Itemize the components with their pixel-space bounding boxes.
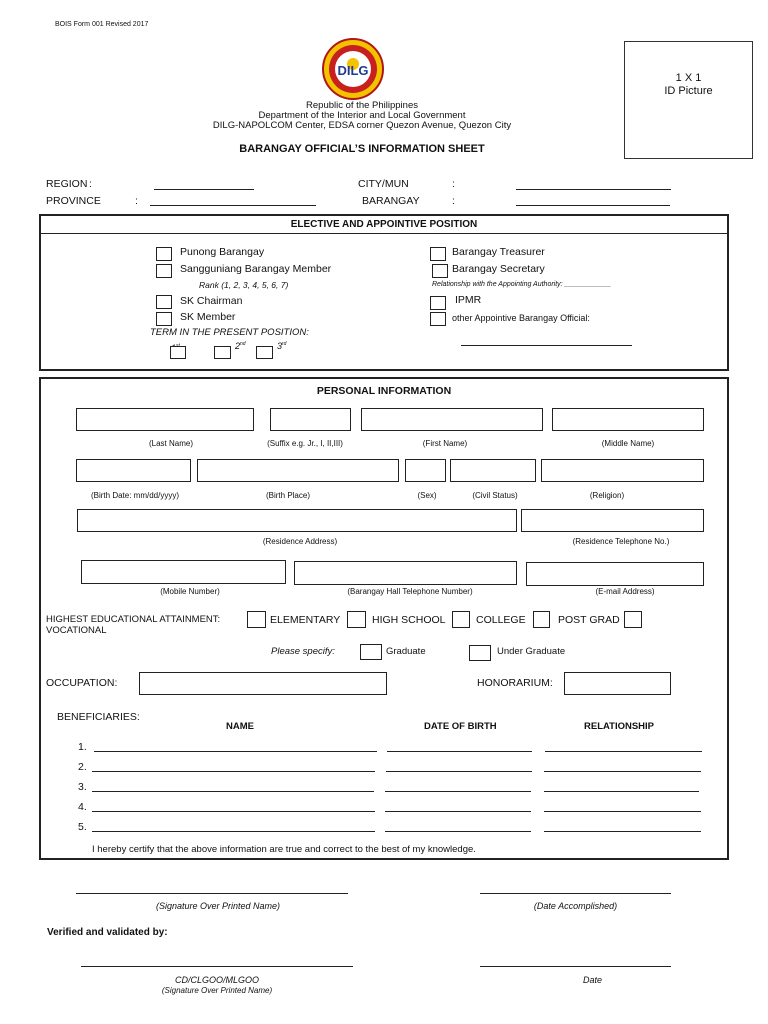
mobile-input[interactable] — [81, 560, 286, 584]
certification-text: I hereby certify that the above information are true and correct to the best of my knowledge. — [92, 844, 476, 855]
beneficiary-row-number: 4. — [78, 801, 87, 813]
occupation-label: OCCUPATION: — [46, 677, 118, 689]
religion-caption: (Religion) — [589, 491, 625, 500]
term-2: 2nd — [235, 341, 246, 351]
high-school-label: HIGH SCHOOL — [372, 614, 446, 626]
email-caption: (E-mail Address) — [595, 587, 655, 596]
other-field[interactable] — [461, 345, 632, 346]
college-label: COLLEGE — [476, 614, 526, 626]
sex-input[interactable] — [405, 459, 446, 482]
please-specify-label: Please specify: — [271, 646, 335, 657]
col-name-header: NAME — [226, 721, 254, 732]
rank-label: Rank (1, 2, 3, 4, 5, 6, 7) — [199, 280, 289, 290]
last-name-input[interactable] — [76, 408, 254, 431]
sk-chairman-checkbox[interactable] — [156, 295, 172, 309]
sangguniang-label: Sangguniang Barangay Member — [180, 263, 332, 275]
suffix-caption: (Suffix e.g. Jr., I, II,III) — [267, 439, 343, 448]
beneficiary-dob-field[interactable] — [387, 751, 532, 752]
hall-tel-caption: (Barangay Hall Telephone Number) — [347, 587, 473, 596]
under-graduate-checkbox[interactable] — [469, 645, 491, 661]
officer-signature-field[interactable] — [81, 966, 353, 967]
position-panel — [39, 214, 729, 371]
birth-date-caption: (Birth Date: mm/dd/yyyy) — [90, 491, 179, 500]
beneficiary-row-number: 2. — [78, 761, 87, 773]
vocational-checkbox[interactable] — [624, 611, 642, 628]
beneficiary-row-number: 3. — [78, 781, 87, 793]
term-3: 3rd — [277, 341, 287, 351]
beneficiary-dob-field[interactable] — [385, 831, 531, 832]
post-grad-label: POST GRAD — [558, 614, 620, 626]
birth-date-input[interactable] — [76, 459, 191, 482]
residence-tel-input[interactable] — [521, 509, 704, 532]
beneficiary-relationship-field[interactable] — [544, 811, 701, 812]
id-picture-label: ID Picture — [664, 85, 713, 97]
first-name-caption: (First Name) — [422, 439, 468, 448]
treasurer-checkbox[interactable] — [430, 247, 446, 261]
date-field[interactable] — [480, 966, 671, 967]
beneficiary-relationship-field[interactable] — [544, 771, 701, 772]
position-heading: ELECTIVE AND APPOINTIVE POSITION — [290, 219, 478, 230]
beneficiaries-label: BENEFICIARIES: — [57, 711, 140, 723]
sk-member-checkbox[interactable] — [156, 312, 172, 326]
beneficiary-name-field[interactable] — [94, 751, 377, 752]
barangay-field[interactable] — [516, 205, 670, 206]
officer-signature-label: (Signature Over Printed Name) — [161, 986, 273, 995]
sk-member-label: SK Member — [180, 311, 236, 323]
beneficiary-name-field[interactable] — [92, 791, 374, 792]
ipmr-checkbox[interactable] — [430, 296, 446, 310]
elementary-label: ELEMENTARY — [270, 614, 341, 626]
barangay-colon: : — [452, 195, 455, 207]
residence-address-caption: (Residence Address) — [262, 537, 338, 546]
header-line-3: DILG-NAPOLCOM Center, EDSA corner Quezon Avenue, Quezon City — [212, 120, 512, 131]
elementary-checkbox[interactable] — [247, 611, 266, 628]
treasurer-label: Barangay Treasurer — [452, 246, 545, 258]
beneficiary-name-field[interactable] — [92, 811, 375, 812]
date-label: Date — [582, 975, 602, 985]
beneficiary-relationship-field[interactable] — [544, 831, 701, 832]
beneficiary-row-number: 1. — [78, 741, 87, 753]
region-field[interactable] — [154, 189, 254, 190]
birth-place-input[interactable] — [197, 459, 399, 482]
region-colon: : — [89, 178, 92, 190]
sex-caption: (Sex) — [417, 491, 437, 500]
barangay-label: BARANGAY — [362, 195, 420, 207]
id-picture-size: 1 X 1 — [675, 72, 702, 84]
province-field[interactable] — [150, 205, 316, 206]
suffix-input[interactable] — [270, 408, 351, 431]
date-accomplished-field[interactable] — [480, 893, 671, 894]
col-rel-header: RELATIONSHIP — [584, 721, 655, 732]
personal-heading: PERSONAL INFORMATION — [316, 385, 452, 397]
honorarium-label: HONORARIUM: — [477, 677, 553, 689]
sk-chairman-label: SK Chairman — [180, 295, 243, 307]
other-label: other Appointive Barangay Official: — [452, 313, 590, 323]
term-1-checkbox[interactable] — [170, 346, 186, 359]
residence-tel-caption: (Residence Telephone No.) — [572, 537, 670, 546]
hall-tel-input[interactable] — [294, 561, 517, 585]
svg-text:DILG: DILG — [337, 63, 369, 78]
residence-address-input[interactable] — [77, 509, 517, 532]
officer-label: CD/CLGOO/MLGOO — [174, 975, 259, 985]
high-school-checkbox[interactable] — [347, 611, 366, 628]
civil-status-input[interactable] — [450, 459, 536, 482]
form-code: BOIS Form 001 Revised 2017 — [55, 21, 149, 28]
occupation-input[interactable] — [139, 672, 387, 695]
sangguniang-checkbox[interactable] — [156, 264, 172, 278]
relationship-label: Relationship with the Appointing Authority: ____________ — [432, 281, 612, 288]
post-grad-checkbox[interactable] — [533, 611, 550, 628]
honorarium-input[interactable] — [564, 672, 671, 695]
term-label: TERM IN THE PRESENT POSITION: — [150, 327, 309, 338]
col-dob-header: DATE OF BIRTH — [424, 721, 497, 732]
email-input[interactable] — [526, 562, 704, 586]
beneficiary-dob-field[interactable] — [385, 791, 531, 792]
graduate-label: Graduate — [386, 646, 426, 657]
middle-name-input[interactable] — [552, 408, 704, 431]
term-3-checkbox[interactable] — [256, 346, 273, 359]
header-line-1: Republic of the Philippines — [306, 100, 418, 111]
under-graduate-label: Under Graduate — [497, 646, 566, 657]
birth-place-caption: (Birth Place) — [265, 491, 310, 500]
ipmr-label: IPMR — [455, 294, 482, 306]
header-line-2: Department of the Interior and Local Government — [258, 110, 466, 121]
date-accomplished-label: (Date Accomplished) — [533, 901, 618, 911]
graduate-checkbox[interactable] — [360, 644, 382, 660]
beneficiary-dob-field[interactable] — [386, 771, 532, 772]
first-name-input[interactable] — [361, 408, 543, 431]
vocational-label: VOCATIONAL — [46, 625, 107, 636]
city-field[interactable] — [516, 189, 671, 190]
province-label: PROVINCE — [46, 195, 101, 207]
signature-label: (Signature Over Printed Name) — [155, 901, 281, 911]
mobile-caption: (Mobile Number) — [160, 587, 220, 596]
college-checkbox[interactable] — [452, 611, 470, 628]
city-colon: : — [452, 178, 455, 190]
city-label: CITY/MUN — [358, 178, 409, 190]
beneficiary-name-field[interactable] — [92, 831, 375, 832]
last-name-caption: (Last Name) — [148, 439, 193, 448]
beneficiary-relationship-field[interactable] — [544, 791, 699, 792]
middle-name-caption: (Middle Name) — [601, 439, 655, 448]
position-heading-divider — [39, 233, 729, 234]
civil-status-caption: (Civil Status) — [472, 491, 518, 500]
secretary-checkbox[interactable] — [432, 264, 448, 278]
beneficiary-relationship-field[interactable] — [545, 751, 702, 752]
beneficiary-name-field[interactable] — [92, 771, 375, 772]
other-checkbox[interactable] — [430, 312, 446, 326]
term-2-checkbox[interactable] — [214, 346, 231, 359]
religion-input[interactable] — [541, 459, 704, 482]
punong-checkbox[interactable] — [156, 247, 172, 261]
beneficiary-dob-field[interactable] — [385, 811, 531, 812]
punong-label: Punong Barangay — [180, 246, 265, 258]
dilg-logo — [322, 38, 384, 100]
province-colon: : — [135, 195, 138, 207]
page-title: BARANGAY OFFICIAL’S INFORMATION SHEET — [239, 143, 485, 155]
education-label: HIGHEST EDUCATIONAL ATTAINMENT: — [46, 614, 221, 625]
beneficiary-row-number: 5. — [78, 821, 87, 833]
secretary-label: Barangay Secretary — [452, 263, 545, 275]
region-label: REGION — [46, 178, 88, 190]
signature-field[interactable] — [76, 893, 348, 894]
verified-label: Verified and validated by: — [47, 927, 168, 938]
